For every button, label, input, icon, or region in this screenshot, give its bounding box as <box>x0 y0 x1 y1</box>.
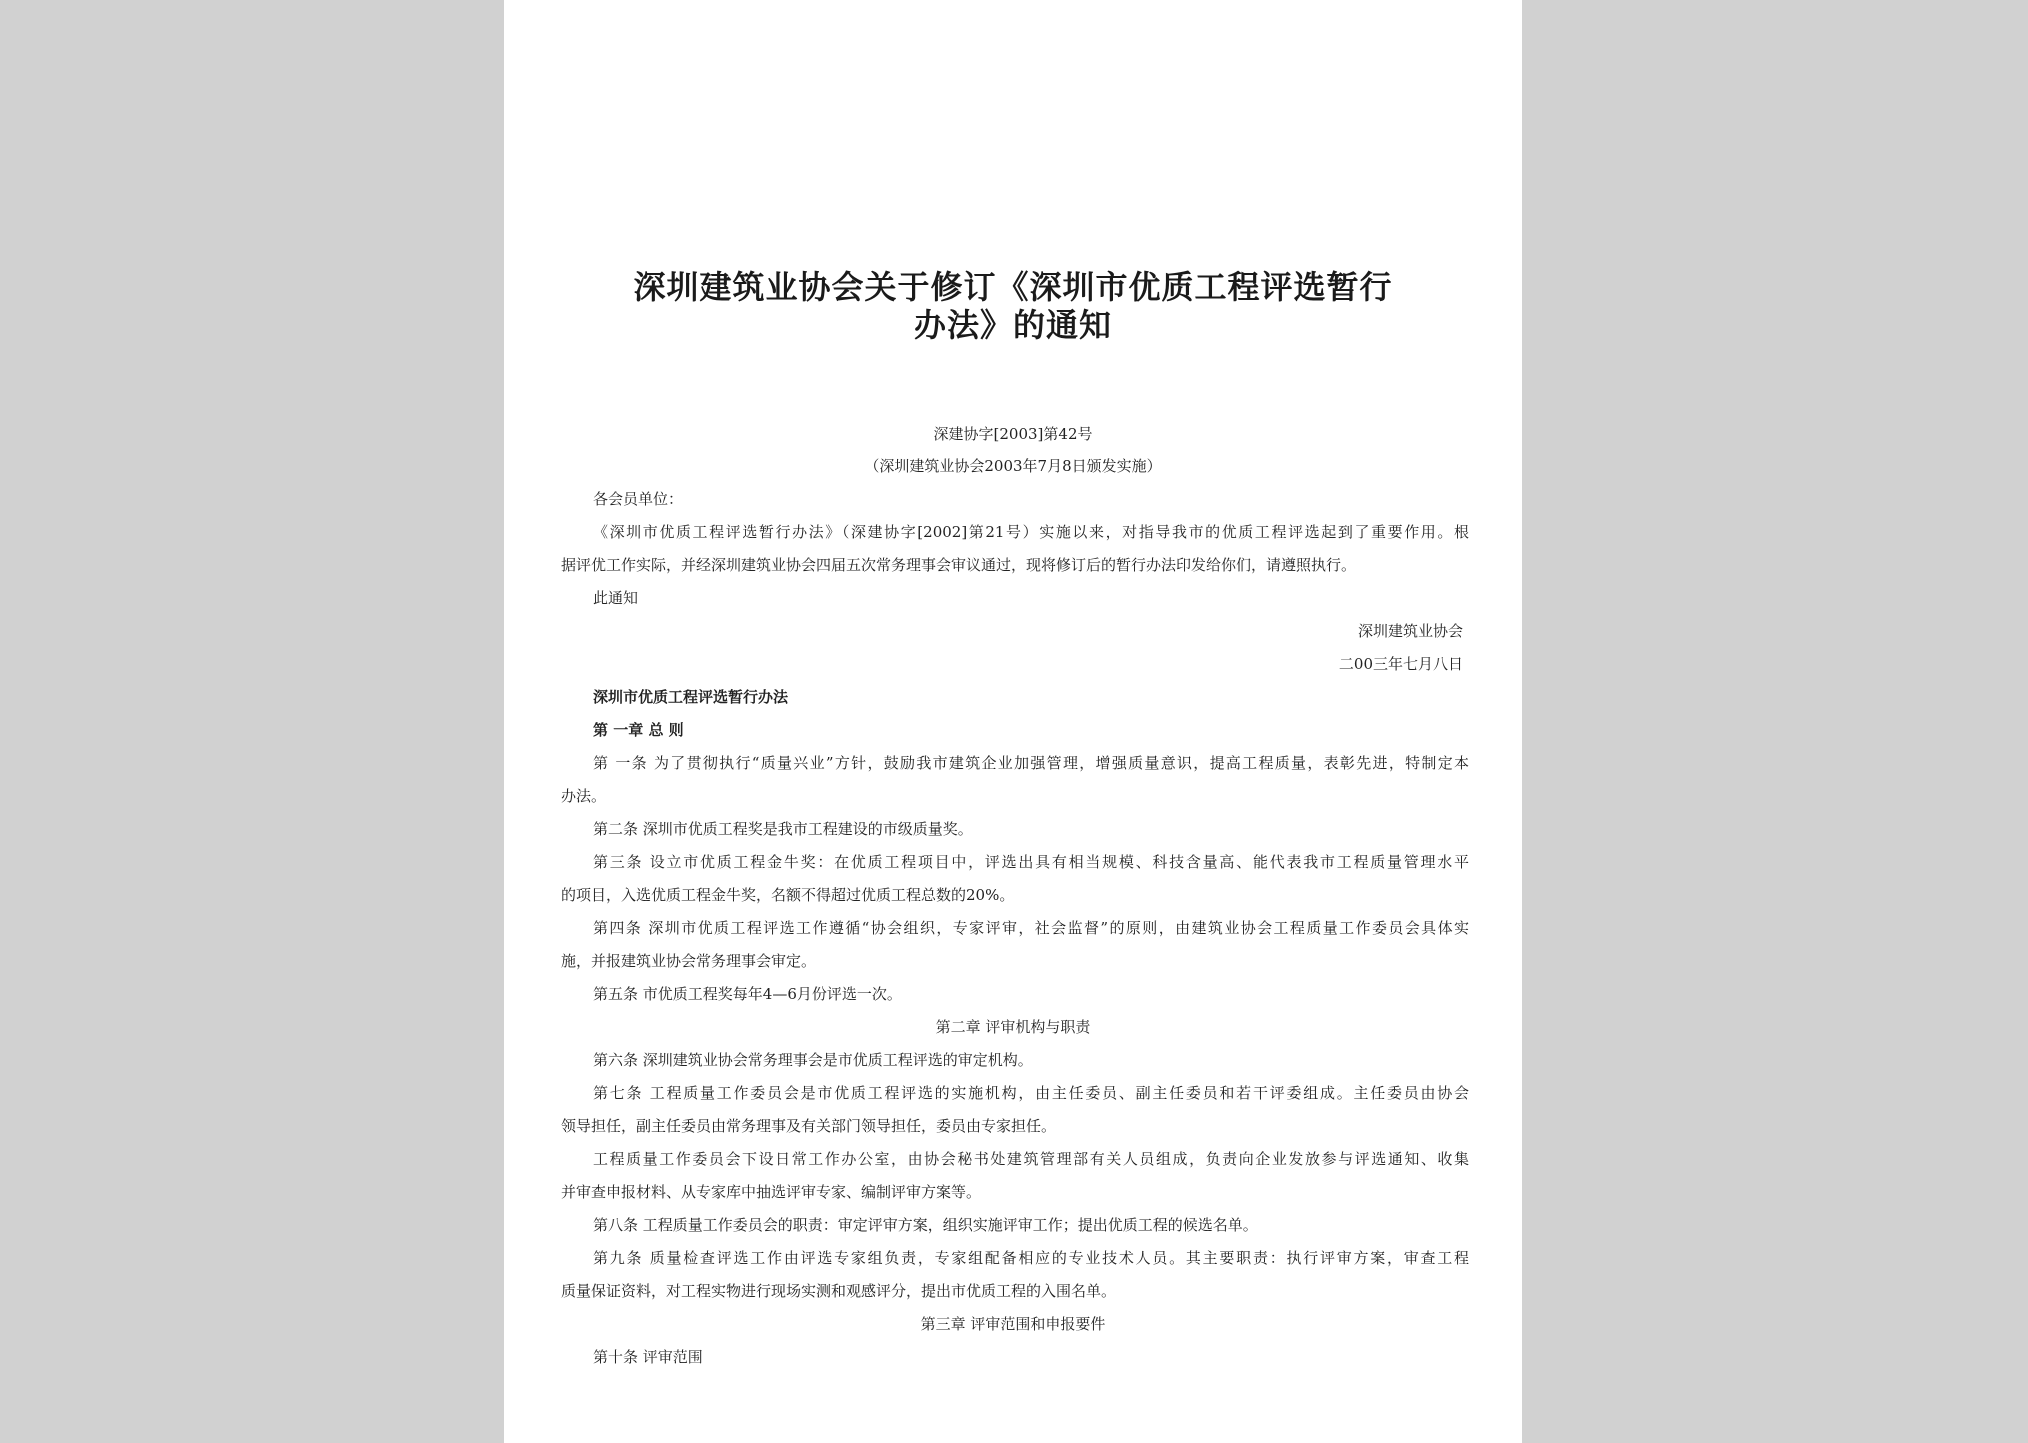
article-line: 领导担任，副主任委员由常务理事及有关部门领导担任，委员由专家担任。 <box>561 1117 1057 1135</box>
article-line: 施，并报建筑业协会常务理事会审定。 <box>561 952 817 970</box>
article-line: 并审查申报材料、从专家库中抽选评审专家、编制评审方案等。 <box>561 1183 982 1201</box>
chapter-heading: 第三章 评审范围和申报要件 <box>920 1315 1106 1333</box>
article-line: 第 一条 为了贯彻执行“质量兴业”方针，鼓励我市建筑企业加强管理，增强质量意识，提高工程质量，表彰先进，特制定本 <box>593 754 1469 772</box>
article-line: 第五条 市优质工程奖每年4—6月份评选一次。 <box>593 985 902 1003</box>
article-line: 的项目，入选优质工程金牛奖，名额不得超过优质工程总数的20%。 <box>561 886 1015 904</box>
body-paragraph-line: 据评优工作实际，并经深圳建筑业协会四届五次常务理事会审议通过，现将修订后的暂行办法印发给你们，请遵照执行。 <box>561 556 1357 574</box>
article-line: 第十条 评审范围 <box>593 1348 703 1366</box>
salutation: 各会员单位： <box>593 490 684 508</box>
issue-note: （深圳建筑业协会2003年7月8日颁发实施） <box>864 457 1162 475</box>
rules-title: 深圳市优质工程评选暂行办法 <box>593 688 789 706</box>
article-line: 第二条 深圳市优质工程奖是我市工程建设的市级质量奖。 <box>593 820 973 838</box>
article-line: 第六条 深圳建筑业协会常务理事会是市优质工程评选的审定机构。 <box>593 1051 1033 1069</box>
article-line: 第四条 深圳市优质工程评选工作遵循“协会组织，专家评审，社会监督”的原则，由建筑业协会工程质量工作委员会具体实 <box>593 919 1469 937</box>
closing-text: 此通知 <box>593 589 639 607</box>
article-line: 第八条 工程质量工作委员会的职责：审定评审方案，组织实施评审工作；提出优质工程的候选名单。 <box>593 1216 1258 1234</box>
signature-date: 二00三年七月八日 <box>1338 655 1463 673</box>
document-title-line-1: 深圳建筑业协会关于修订《深圳市优质工程评选暂行 <box>633 268 1393 306</box>
article-line: 第九条 质量检查评选工作由评选专家组负责，专家组配备相应的专业技术人员。其主要职责：执行评审方案，审查工程 <box>593 1249 1469 1267</box>
chapter-heading: 第二章 评审机构与职责 <box>935 1018 1091 1036</box>
article-line: 办法。 <box>561 787 607 805</box>
document-number: 深建协字[2003]第42号 <box>933 425 1093 443</box>
document-title-line-2: 办法》的通知 <box>913 306 1112 344</box>
signature-organization: 深圳建筑业协会 <box>1357 622 1463 640</box>
body-paragraph-line: 《深圳市优质工程评选暂行办法》（深建协字[2002]第21号）实施以来，对指导我市的优质工程评选起到了重要作用。根 <box>593 523 1469 541</box>
chapter-heading: 第 一章 总 则 <box>593 721 684 739</box>
article-line: 质量保证资料，对工程实物进行现场实测和观感评分，提出市优质工程的入围名单。 <box>561 1282 1117 1300</box>
article-line: 工程质量工作委员会下设日常工作办公室，由协会秘书处建筑管理部有关人员组成，负责向企业发放参与评选通知、收集 <box>593 1150 1469 1168</box>
document-page <box>504 0 1522 1443</box>
article-line: 第七条 工程质量工作委员会是市优质工程评选的实施机构，由主任委员、副主任委员和若干评委组成。主任委员由协会 <box>593 1084 1469 1102</box>
article-line: 第三条 设立市优质工程金牛奖：在优质工程项目中，评选出具有相当规模、科技含量高、能代表我市工程质量管理水平 <box>593 853 1469 871</box>
